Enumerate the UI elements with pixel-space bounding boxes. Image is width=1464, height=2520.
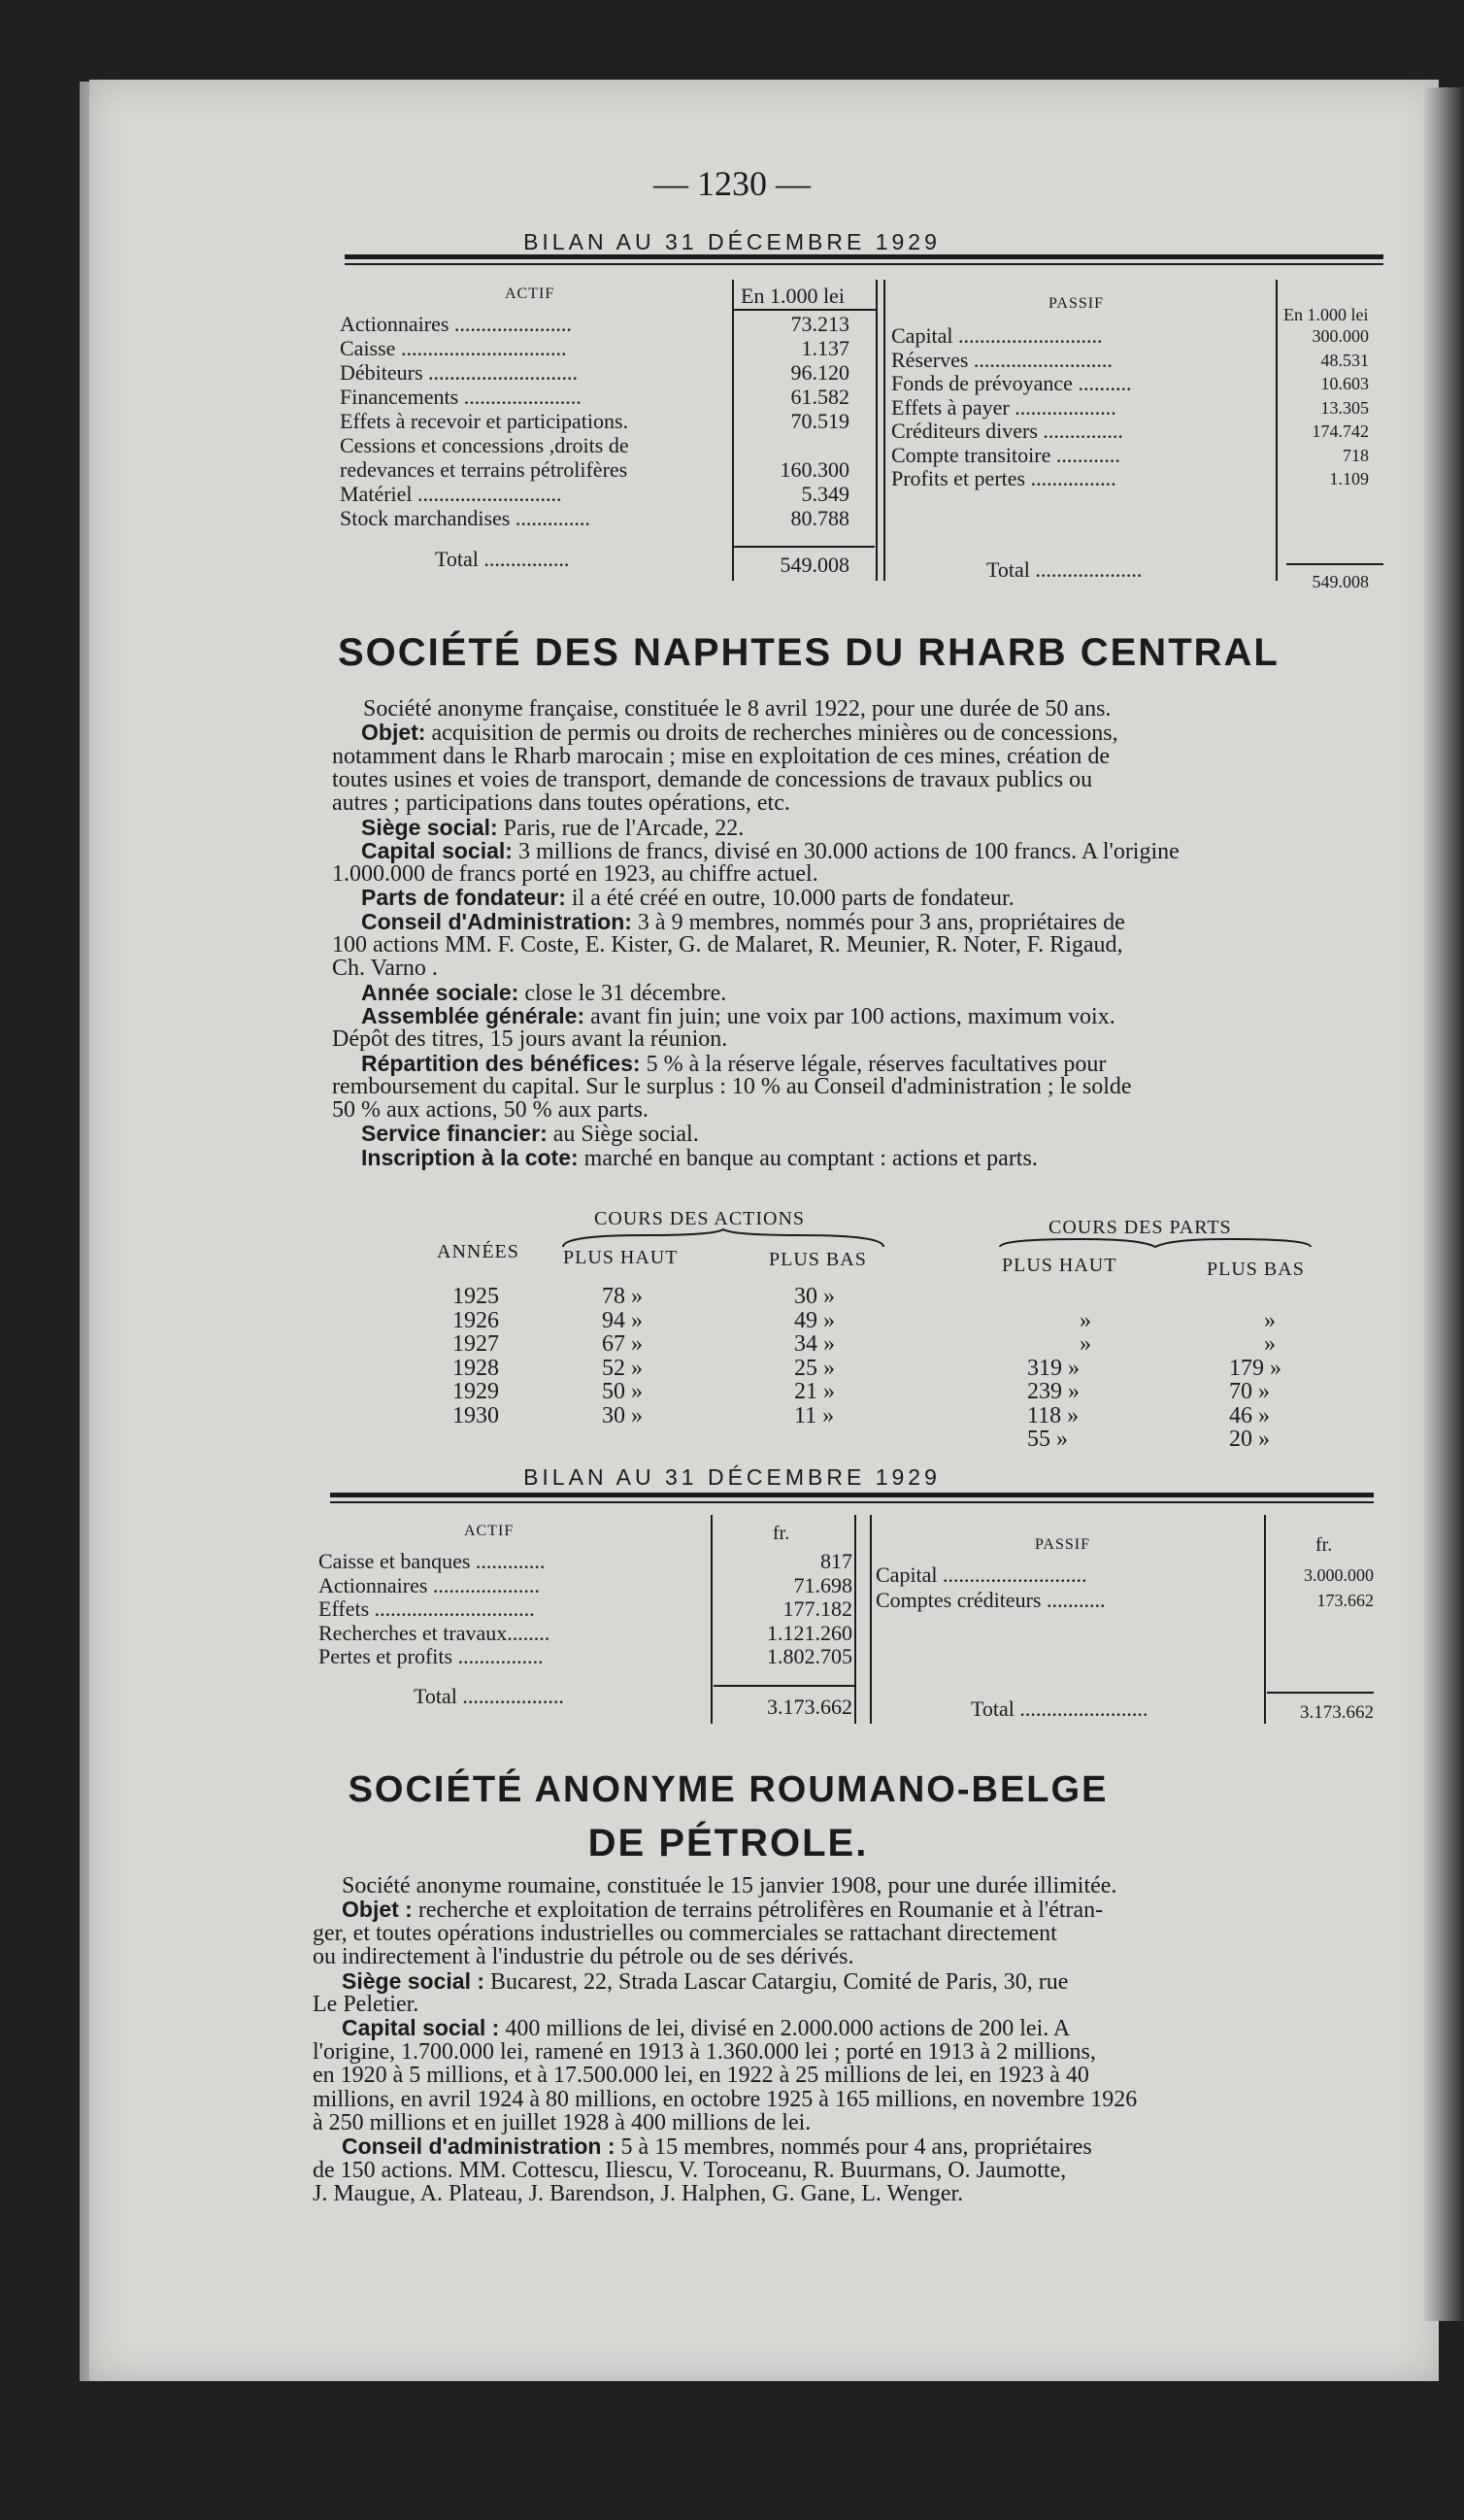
cours-parts-haut: » (1080, 1307, 1091, 1333)
cours-parts-bas: 70 » (1229, 1379, 1270, 1404)
page-edge-right (1422, 87, 1464, 2321)
field-line (342, 1898, 1103, 1923)
field-value: 50 % aux actions, 50 % aux parts. (332, 1097, 649, 1124)
cours-parts-haut: 55 » (1027, 1427, 1068, 1452)
field-label: Conseil d'Administration: (361, 908, 632, 934)
cours-actions-bas: 34 » (794, 1331, 835, 1357)
cours-actions-brace (558, 1227, 888, 1249)
actif-row-value: 177.182 (782, 1596, 852, 1621)
actif-row-value: 71.698 (793, 1572, 852, 1597)
page-number: — 1230 — (653, 164, 811, 203)
field-value: recherche et exploitation de terrains pétrolifères en Roumanie et à l'étran- (412, 1898, 1104, 1924)
field-value: il a été créé en outre, 10.000 parts de fondateur. (565, 886, 1015, 912)
actif-row-value: 817 (820, 1549, 852, 1573)
text-line (313, 1993, 418, 2017)
passif-row-label: Compte transitoire ............ (891, 442, 1120, 467)
text-line (313, 2064, 1089, 2088)
cours-actions-bas: 49 » (794, 1307, 835, 1333)
cours-year: 1926 (452, 1307, 499, 1333)
passif-row-value: 718 (1343, 445, 1369, 465)
field-value: en 1920 à 5 millions, et à 17.500.000 lei, en 1922 à 25 millions de lei, en 1923 à 40 (313, 2063, 1089, 2089)
cours-parts-header: COURS DES PARTS (1048, 1217, 1232, 1238)
text-line (332, 745, 1110, 769)
field-value: marché en banque au comptant : actions et parts. (578, 1145, 1038, 1171)
actif-row-value: 80.788 (790, 506, 849, 530)
bilan1-unit-rule (732, 309, 878, 311)
field-value: ou indirectement à l'industrie du pétrole ou de ses dérivés. (313, 1944, 854, 1970)
field-line (361, 1004, 1115, 1029)
field-value: Société anonyme française, constituée le 8 avril 1922, pour une durée de 50 ans. (363, 696, 1112, 722)
actif-row-label: Recherches et travaux........ (318, 1620, 550, 1645)
cours-actions-bas: 11 » (794, 1402, 835, 1428)
cours-parts-haut: » (1080, 1331, 1091, 1357)
bilan1-passif-total-rule (1286, 563, 1383, 565)
passif-row-value: 300.000 (1312, 326, 1369, 346)
bilan1-actif-total-label: Total ................ (435, 547, 570, 571)
passif-row-label: Créditeurs divers ............... (891, 419, 1123, 443)
field-value: millions, en avril 1924 à 80 millions, en octobre 1925 à 165 millions, en novembre 1926 (313, 2086, 1138, 2112)
bilan1-top-rule (345, 254, 1383, 259)
text-line (332, 1098, 649, 1123)
bilan1-divider-1 (732, 280, 734, 581)
passif-row-value: 10.603 (1320, 374, 1369, 393)
actif-row-label: Caisse ............................... (340, 336, 567, 360)
passif-row-value: 174.742 (1312, 421, 1369, 441)
actif-row-value: 96.120 (790, 360, 849, 385)
field-label: Année sociale: (361, 979, 519, 1005)
actif-row-value: 61.582 (790, 385, 849, 409)
bilan1-divider-2 (876, 280, 878, 581)
bilan1-actif-total: 549.008 (780, 553, 849, 577)
text-line (313, 2159, 1066, 2183)
bilan1-passif-total: 549.008 (1312, 572, 1369, 591)
passif-row-value: 13.305 (1320, 397, 1369, 418)
cours-parts-bas: » (1264, 1307, 1276, 1333)
field-label: Répartition des bénéfices: (361, 1050, 641, 1076)
field-line (342, 1969, 1068, 1995)
text-line (313, 2088, 1137, 2112)
text-line (332, 933, 1123, 958)
field-value: Bucarest, 22, Strada Lascar Catargiu, Comité de Paris, 30, rue (484, 1968, 1069, 1995)
field-label: Parts de fondateur: (361, 885, 566, 911)
field-value: l'origine, 1.700.000 lei, ramené en 1913 à 1.360.000 lei ; porté en 1913 à 2 millions, (313, 2038, 1096, 2065)
bilan2-actif-header: ACTIF (464, 1523, 515, 1539)
bilan2-divider-1 (711, 1515, 713, 1724)
field-line (361, 910, 1125, 935)
actif-row-value: 70.519 (790, 409, 849, 433)
bilan2-actif-total-rule (714, 1685, 854, 1687)
actif-row-label: Cessions et concessions ,droits de (340, 433, 629, 457)
cours-year: 1929 (452, 1379, 499, 1404)
cours-parts-haut: 319 » (1027, 1355, 1080, 1381)
text-line (332, 1027, 727, 1052)
field-value: J. Maugue, A. Plateau, J. Barendson, J. Halphen, G. Gane, L. Wenger. (313, 2181, 964, 2207)
field-value: à 250 millions et en juillet 1928 à 400 millions de lei. (313, 2110, 812, 2135)
text-line (332, 791, 790, 816)
bilan2-title: BILAN AU 31 DÉCEMBRE 1929 (523, 1464, 941, 1490)
cours-parts-bas: 20 » (1229, 1427, 1270, 1452)
field-value: 3 millions de francs, divisé en 30.000 actions de 100 francs. A l'origine (512, 838, 1180, 864)
bilan2-divider-4 (1264, 1515, 1266, 1724)
bilan2-actif-total-label: Total ................... (414, 1684, 564, 1708)
field-value: autres ; participations dans toutes opérations, etc. (332, 790, 790, 817)
cours-actions-bas: 30 » (794, 1284, 835, 1309)
bilan2-passif-unit: fr. (1315, 1534, 1333, 1556)
company1-name: SOCIÉTÉ DES NAPHTES DU RHARB CENTRAL (338, 631, 1280, 674)
field-value: ger, et toutes opérations industrielles ou commerciales se rattachant directement (313, 1920, 1057, 1946)
passif-row-value: 3.000.000 (1304, 1565, 1374, 1585)
field-line (361, 1052, 1106, 1077)
bilan2-top-rule (330, 1493, 1374, 1497)
cours-year: 1927 (452, 1331, 499, 1357)
bilan2-divider-3 (870, 1515, 872, 1724)
passif-row-label: Effets à payer ................... (891, 394, 1116, 420)
field-value: Dépôt des titres, 15 jours avant la réunion. (332, 1026, 728, 1053)
actif-row-label: Financements ...................... (340, 385, 582, 409)
cours-parts-bas: 46 » (1229, 1402, 1270, 1428)
actif-row-label: Stock marchandises .............. (340, 506, 590, 530)
field-label: Siège social : (342, 1967, 485, 1994)
field-value: 1.000.000 de francs porté en 1923, au chiffre actuel. (332, 861, 818, 888)
company2-name-line1: SOCIÉTÉ ANONYME ROUMANO-BELGE (348, 1769, 1109, 1810)
text-line (313, 2182, 963, 2206)
field-value: 5 % à la réserve légale, réserves facultatives pour (640, 1051, 1107, 1077)
cours-actions-haut: 94 » (602, 1307, 643, 1333)
text-line (332, 768, 1092, 792)
actif-row-value: 73.213 (790, 312, 849, 336)
text-line (313, 1922, 1057, 1946)
actif-row-value: 1.137 (801, 336, 849, 360)
cours-actions-bas: 25 » (794, 1355, 835, 1381)
cours-actions-haut: 52 » (602, 1355, 643, 1381)
bilan2-passif-total-rule (1267, 1692, 1374, 1694)
bilan1-divider-4 (1276, 280, 1278, 581)
field-value: Société anonyme roumaine, constituée le 15 janvier 1908, pour une durée illimitée. (342, 1873, 1117, 1898)
actif-row-value: 5.349 (801, 482, 849, 506)
text-line (342, 1874, 1116, 1898)
cours-actions-header: COURS DES ACTIONS (594, 1208, 806, 1229)
field-value: remboursement du capital. Sur le surplus : 10 % au Conseil d'administration ; le solde (332, 1073, 1132, 1099)
passif-row-label: Capital ........................... (891, 323, 1103, 348)
field-line (361, 816, 744, 841)
cours-parts-brace (995, 1235, 1315, 1257)
field-line (361, 839, 1180, 864)
passif-row-label: Comptes créditeurs ........... (876, 1588, 1106, 1612)
field-value: Ch. Varno . (332, 956, 438, 982)
cours-annees-label: ANNÉES (437, 1241, 519, 1262)
field-line (342, 2134, 1092, 2160)
actif-row-label: Pertes et profits ................ (318, 1644, 544, 1668)
actif-row-label: Effets .............................. (318, 1596, 535, 1621)
field-label: Objet : (342, 1897, 413, 1923)
field-label: Service financier: (361, 1121, 548, 1147)
actif-row-label: Caisse et banques ............. (318, 1549, 546, 1573)
cours-year: 1928 (452, 1355, 499, 1381)
field-label: Conseil d'administration : (342, 2134, 616, 2160)
text-line (332, 957, 438, 981)
actif-row-value: 1.121.260 (767, 1620, 852, 1645)
cours-parts-haut: 118 » (1027, 1402, 1080, 1428)
field-value: 5 à 15 membres, nommés pour 4 ans, propriétaires (615, 2134, 1092, 2161)
field-line (361, 981, 726, 1006)
cours-actions-haut: 30 » (602, 1402, 643, 1428)
field-value: notamment dans le Rharb marocain ; mise en exploitation de ces mines, création de (332, 743, 1111, 769)
passif-row-value: 1.109 (1329, 469, 1369, 488)
field-value: toutes usines et voies de transport, demande de concessions de travaux publics ou (332, 766, 1093, 792)
cours-actions-bas: 21 » (794, 1379, 835, 1404)
actif-row-label: Actionnaires .................... (318, 1572, 540, 1597)
actif-row-label: Matériel ........................... (340, 482, 562, 506)
cours-actions-haut: 50 » (602, 1379, 643, 1404)
bilan1-actif-unit: En 1.000 lei (741, 284, 845, 308)
text-line (332, 1075, 1132, 1099)
field-label: Objet: (361, 720, 426, 746)
cours-actions-haut: 67 » (602, 1331, 643, 1357)
cours-parts-haut: 239 » (1027, 1379, 1080, 1404)
field-value: close le 31 décembre. (518, 980, 727, 1006)
bilan1-top-rule-thin (345, 263, 1383, 265)
field-label: Capital social: (361, 837, 513, 863)
bilan1-title: BILAN AU 31 DÉCEMBRE 1929 (523, 229, 941, 254)
field-value: 3 à 9 membres, nommés pour 3 ans, propriétaires de (631, 909, 1125, 935)
cours-year: 1925 (452, 1284, 499, 1309)
field-value: de 150 actions. MM. Cottescu, Iliescu, V. Toroceanu, R. Buurmans, O. Jaumotte, (313, 2157, 1067, 2183)
text-line (363, 697, 1111, 722)
cours-year: 1930 (452, 1402, 499, 1428)
field-value: au Siège social. (547, 1122, 699, 1148)
passif-row-label: Fonds de prévoyance .......... (891, 371, 1132, 395)
field-line (361, 721, 1118, 746)
bilan2-actif-total: 3.173.662 (767, 1695, 852, 1719)
actif-row-value: 160.300 (780, 457, 849, 482)
bilan1-passif-unit: En 1.000 lei (1283, 305, 1369, 324)
field-line (342, 2016, 1070, 2041)
actif-row-value: 1.802.705 (767, 1644, 852, 1668)
field-label: Inscription à la cote: (361, 1144, 579, 1170)
passif-row-label: Capital ........................... (876, 1562, 1087, 1587)
cours-actions-haut: 78 » (602, 1284, 643, 1309)
field-value: Paris, rue de l'Arcade, 22. (497, 815, 745, 841)
bilan1-passif-header: PASSIF (1048, 295, 1105, 312)
actif-row-label: Débiteurs ............................ (340, 360, 579, 385)
field-value: avant fin juin; une voix par 100 actions, maximum voix. (584, 1003, 1115, 1029)
cours-actions-plus-bas: PLUS BAS (769, 1249, 867, 1270)
text-line (332, 862, 818, 887)
text-line (313, 2040, 1096, 2065)
passif-row-value: 173.662 (1316, 1591, 1374, 1610)
bilan1-passif-total-label: Total .................... (986, 557, 1143, 582)
cours-parts-bas: » (1264, 1331, 1276, 1357)
cours-parts-bas: 179 » (1229, 1355, 1281, 1381)
bilan2-actif-unit: fr. (773, 1523, 790, 1544)
cours-actions-plus-haut: PLUS HAUT (563, 1247, 679, 1268)
field-label: Assemblée générale: (361, 1002, 585, 1028)
bilan2-passif-header: PASSIF (1035, 1536, 1091, 1553)
bilan2-divider-2 (854, 1515, 856, 1724)
bilan1-divider-3 (883, 280, 885, 581)
field-label: Siège social: (361, 814, 498, 840)
passif-row-label: Réserves .......................... (891, 347, 1113, 372)
text-line (313, 2111, 811, 2135)
actif-row-label: Effets à recevoir et participations. (340, 409, 629, 433)
passif-row-value: 48.531 (1320, 350, 1369, 370)
cours-parts-plus-haut: PLUS HAUT (1002, 1255, 1117, 1276)
bilan1-actif-total-rule (734, 546, 875, 548)
company2-name-line2: DE PÉTROLE. (587, 1822, 869, 1865)
cours-parts-plus-bas: PLUS BAS (1207, 1259, 1305, 1280)
passif-row-label: Profits et pertes ................ (891, 466, 1116, 490)
field-value: acquisition de permis ou droits de recherches minières ou de concessions, (425, 721, 1118, 747)
field-label: Capital social : (342, 2015, 500, 2041)
bilan2-passif-total: 3.173.662 (1300, 1702, 1374, 1723)
field-value: 100 actions MM. F. Coste, E. Kister, G. de Malaret, R. Meunier, R. Noter, F. Rigaud, (332, 932, 1123, 958)
bilan2-passif-total-label: Total ........................ (971, 1697, 1148, 1721)
field-value: 400 millions de lei, divisé en 2.000.000 actions de 200 lei. A (499, 2016, 1071, 2042)
field-line (361, 1146, 1038, 1171)
field-line (361, 1122, 699, 1147)
field-line (361, 886, 1015, 911)
field-value: Le Peletier. (313, 1992, 419, 2017)
bilan2-top-rule-thin (330, 1501, 1374, 1503)
text-line (313, 1945, 854, 1969)
actif-row-label: Actionnaires ...................... (340, 312, 572, 336)
bilan1-actif-header: ACTIF (505, 286, 555, 302)
actif-row-label: redevances et terrains pétrolifères (340, 457, 628, 482)
